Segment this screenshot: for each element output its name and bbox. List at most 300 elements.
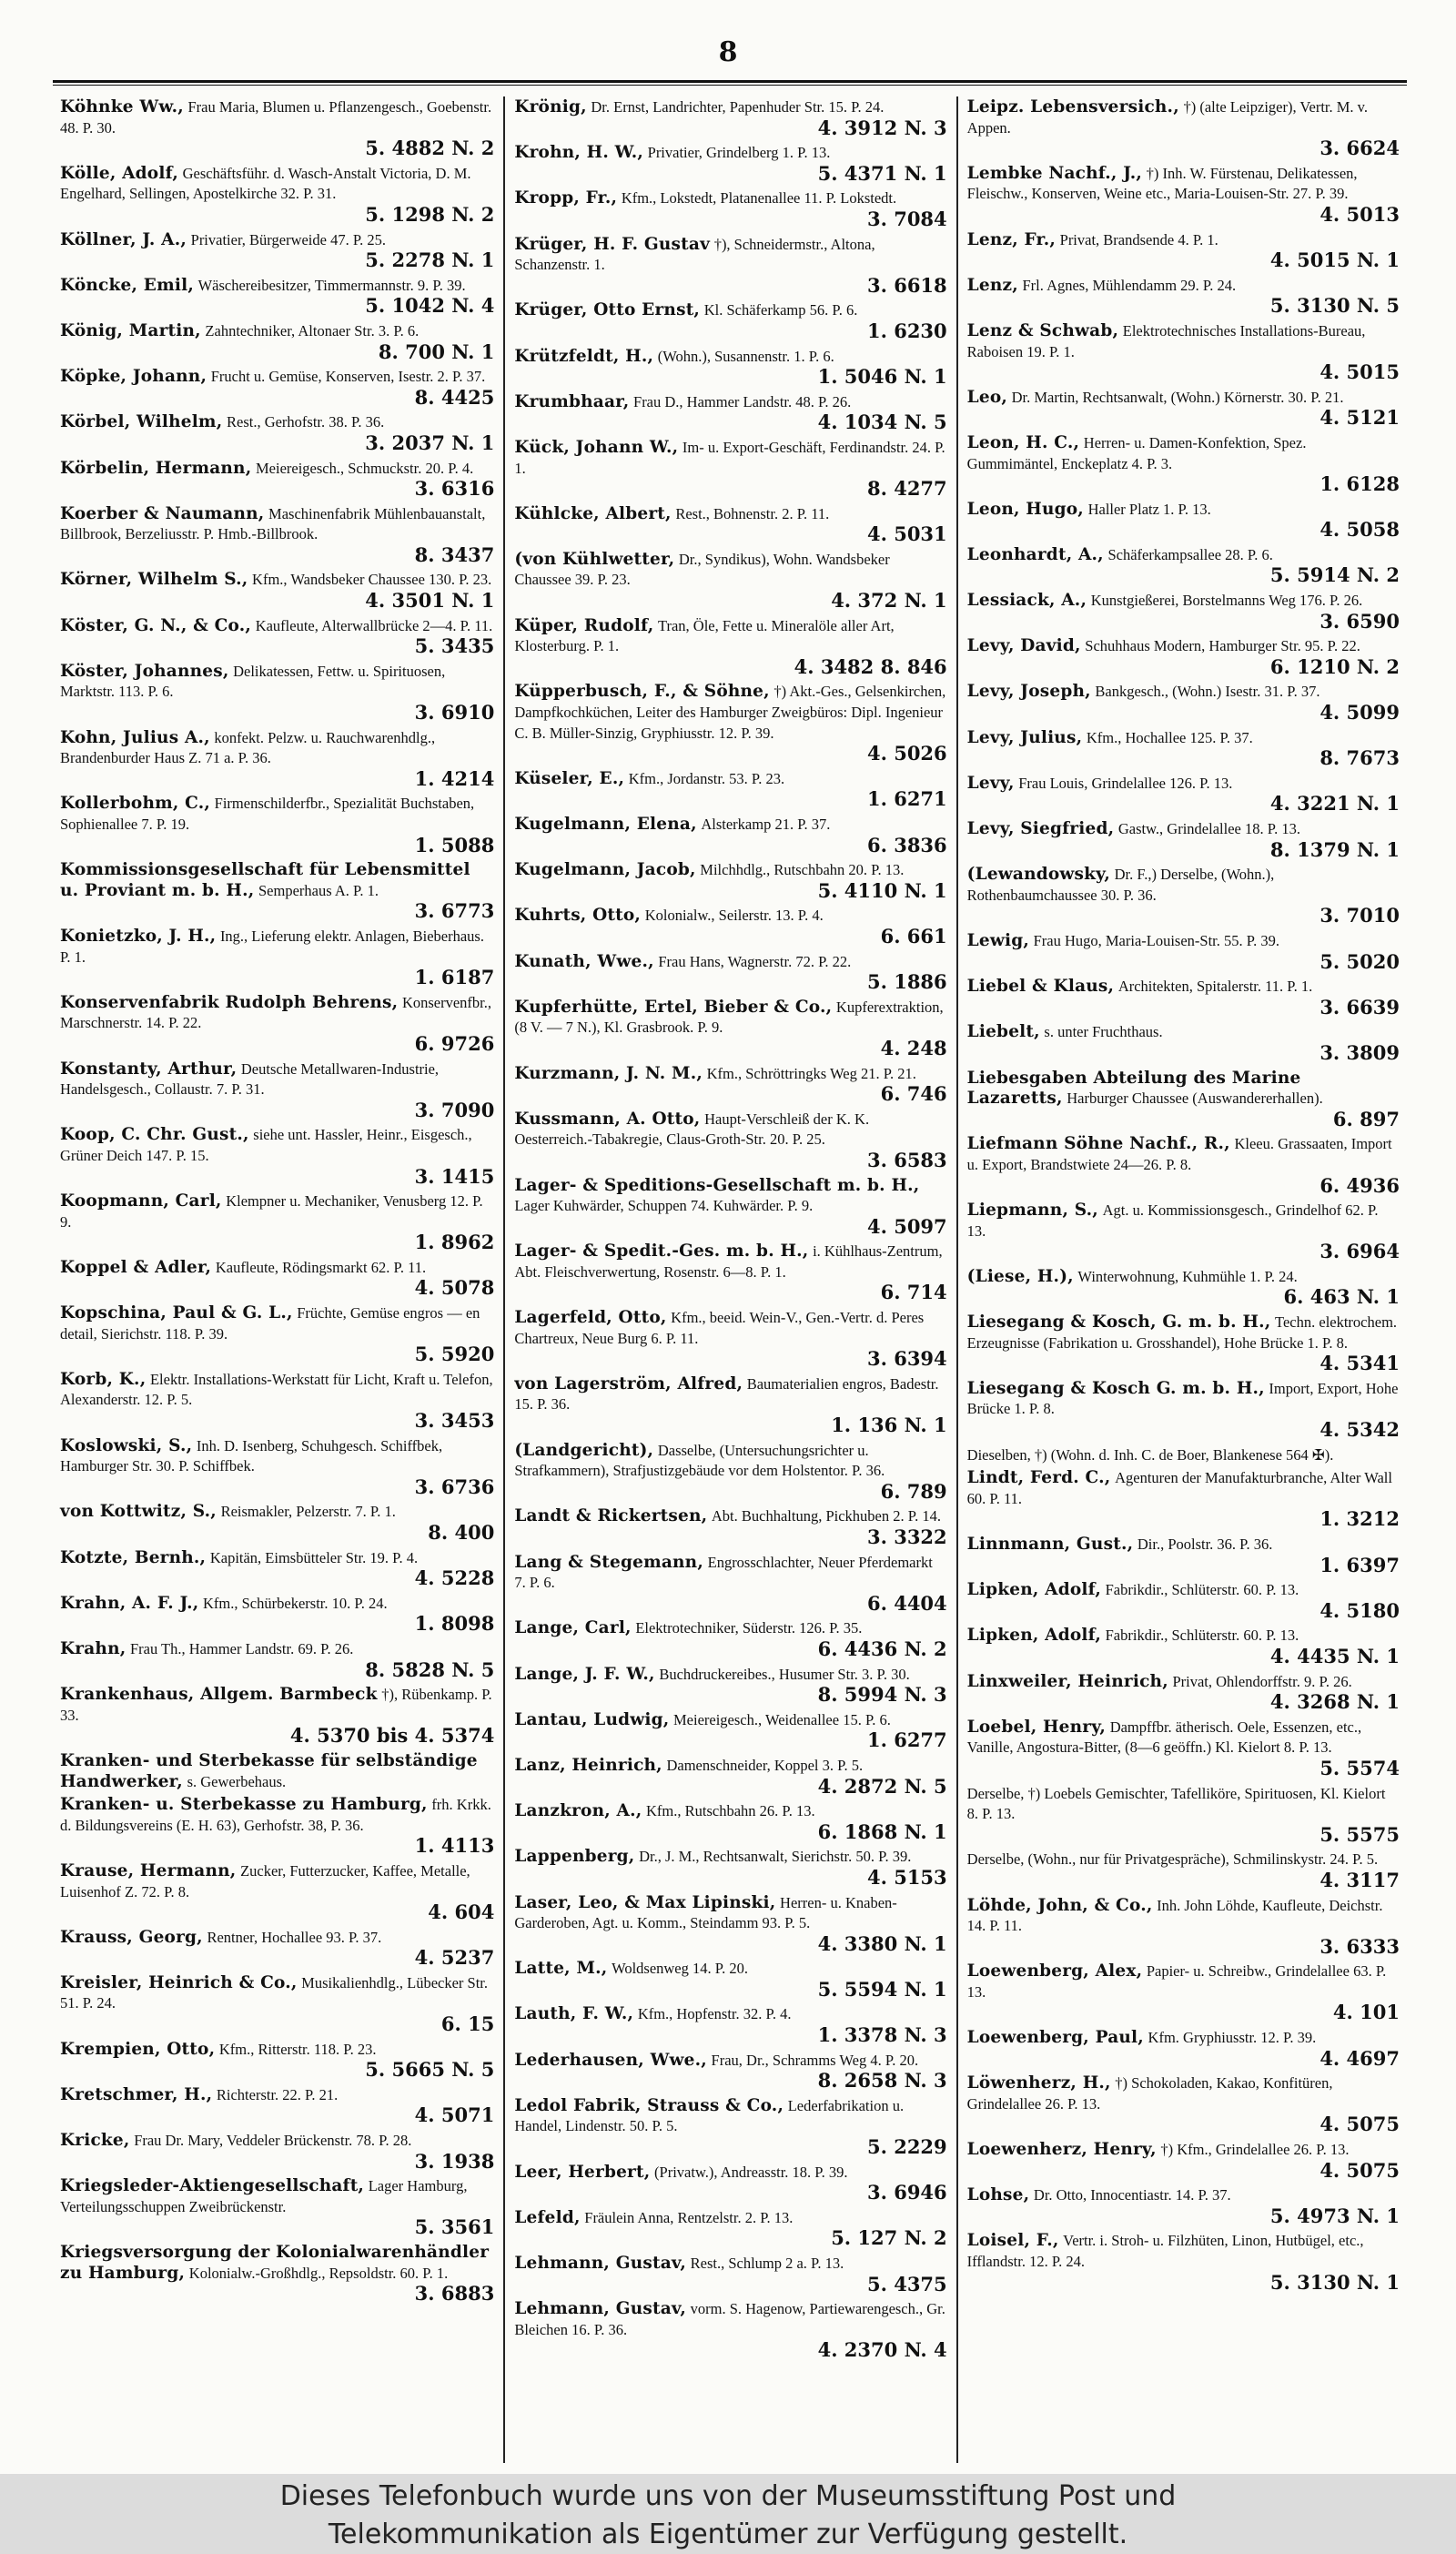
directory-entry xyxy=(60,661,494,727)
entry-phone-number: 6. 1868 N. 1 xyxy=(817,1819,947,1843)
entry-name: (von Kühlwetter, xyxy=(514,549,675,569)
entry-details: Fabrikdir., Schlüterstr. 60. P. 13. xyxy=(1105,1627,1299,1645)
entry-name: Köncke, Emil, xyxy=(60,275,194,295)
directory-entry xyxy=(514,1892,946,1959)
entry-phone-number: 3. 7010 xyxy=(1320,904,1400,927)
entry-phone-number: 4. 5078 xyxy=(414,1276,495,1300)
entry-phone-number: 8. 3437 xyxy=(414,542,495,566)
entry-details: Dr., J. M., Rechtsanwalt, Sierichstr. 50. P. 39. xyxy=(639,1848,912,1866)
entry-name: Köster, Johannes, xyxy=(60,661,229,681)
entry-phone-number: 5. 3130 N. 5 xyxy=(1269,294,1400,318)
entry-phone-number: 3. 6964 xyxy=(1320,1240,1400,1263)
entry-phone-number: 6. 746 xyxy=(880,1082,947,1106)
entry-phone-number: 1. 4214 xyxy=(414,766,495,790)
entry-details: Herren- u. Damen-Konfektion, Spez. Gummimäntel, Enckeplatz 4. P. 3. xyxy=(966,433,1307,472)
directory-entry xyxy=(967,2139,1400,2184)
entry-details: Abt. Buchhaltung, Pickhuben 2. P. 14. xyxy=(711,1507,941,1525)
entry-details: Schäferkampsallee 28. P. 6. xyxy=(1107,545,1273,563)
entry-phone-number: 4. 5015 xyxy=(1320,360,1400,384)
entry-name: von Kottwitz, S., xyxy=(60,1502,217,1522)
entry-name: Koppel & Adler, xyxy=(60,1257,212,1277)
entry-details: Rest., Schlump 2 a. P. 13. xyxy=(690,2255,844,2272)
entry-phone-number: 4. 2872 N. 5 xyxy=(817,1774,947,1798)
entry-details: Dr., Syndikus), Wohn. Wandsbeker Chaussee 39. P. 23. xyxy=(514,550,890,589)
entry-phone-number: 8. 7673 xyxy=(1320,746,1400,770)
column-1 xyxy=(51,96,503,2463)
entry-name: Kranken- und Sterbekasse für selbständige Handwerker, xyxy=(60,1750,478,1791)
directory-entry xyxy=(967,1266,1400,1312)
directory-entry xyxy=(967,320,1400,387)
entry-phone-number: 4. 3482 8. 846 xyxy=(794,654,947,678)
directory-entry xyxy=(60,96,494,163)
directory-entry xyxy=(60,229,494,275)
entry-phone-number: 3. 3809 xyxy=(1320,1040,1400,1064)
directory-entry xyxy=(514,1063,946,1109)
entry-name: Kurzmann, J. N. M., xyxy=(514,1063,703,1083)
directory-entry xyxy=(967,1068,1400,1134)
entry-details: Meiereigesch., Weidenallee 15. P. 6. xyxy=(673,1710,891,1728)
entry-name: Krankenhaus, Allgem. Barmbeck xyxy=(60,1685,378,1705)
entry-details: †), Schneidermstr., Altona, Schanzenstr. 1. xyxy=(514,235,875,274)
directory-entry xyxy=(60,320,494,366)
entry-name: Köpke, Johann, xyxy=(60,367,207,387)
entry-name: Liepmann, S., xyxy=(966,1201,1098,1221)
entry-phone-number: 3. 6910 xyxy=(414,701,495,725)
entry-name: Kohn, Julius A., xyxy=(60,727,210,747)
entry-phone-number: 4. 3501 N. 1 xyxy=(365,589,495,613)
entry-name: Liesegang & Kosch, G. m. b. H., xyxy=(966,1312,1271,1333)
entry-phone-number: 5. 5575 xyxy=(1320,1822,1400,1846)
entry-details: †) Akt.-Ges., Gelsenkirchen, Dampfkochküchen, Leiter des Hamburger Zweigbüros: Dipl. Ingenieur C. B. Müller-Sinzig, Gryphiusstr. 12. P. 39. xyxy=(514,683,946,742)
directory-entry xyxy=(514,1617,946,1663)
entry-phone-number: 6. 9726 xyxy=(414,1031,495,1055)
entry-name: Lenz & Schwab, xyxy=(966,320,1119,340)
entry-phone-number: 4. 5058 xyxy=(1320,518,1400,542)
directory-entry xyxy=(60,1059,494,1125)
directory-entry xyxy=(967,864,1400,930)
entry-details: Privatier, Bürgerweide 47. P. 25. xyxy=(190,230,387,248)
entry-name: Leon, Hugo, xyxy=(966,499,1084,519)
entry-phone-number: 4. 5097 xyxy=(866,1214,947,1238)
directory-entry xyxy=(60,1369,494,1435)
entry-name: Lindt, Ferd. C., xyxy=(966,1468,1111,1488)
entry-phone-number: 5. 2229 xyxy=(866,2135,947,2159)
entry-name: Landt & Rickertsen, xyxy=(514,1506,708,1526)
entry-details: Richterstr. 22. P. 21. xyxy=(216,2085,339,2103)
entry-details: Kaufleute, Alterwallbrücke 2—4. P. 11. xyxy=(255,616,493,634)
directory-entry xyxy=(60,1593,494,1638)
directory-entry xyxy=(60,1638,494,1684)
entry-details: Privatier, Grindelberg 1. P. 13. xyxy=(647,144,831,162)
entry-phone-number: 4. 3912 N. 3 xyxy=(817,116,947,139)
entry-details: Elektr. Installations-Werkstatt für Licht, Kraft u. Telefon, Alexanderstr. 12. P. 5. xyxy=(60,1370,493,1409)
directory-entry xyxy=(967,818,1400,864)
directory-entry xyxy=(60,1972,494,2039)
directory-entry xyxy=(60,1860,494,1927)
entry-details: Frau Hugo, Maria-Louisen-Str. 55. P. 39. xyxy=(1033,931,1279,949)
entry-phone-number: 3. 6624 xyxy=(1320,137,1400,160)
entry-details: Kfm., Ritterstr. 118. P. 23. xyxy=(218,2040,377,2058)
entry-name: Krohn, H. W., xyxy=(514,143,644,163)
directory-entry xyxy=(60,275,494,320)
entry-name: Leo, xyxy=(966,387,1008,407)
entry-phone-number: 5. 5594 N. 1 xyxy=(817,1977,947,2001)
entry-name: Lenz, xyxy=(966,275,1018,295)
entry-details: Frau Th., Hammer Landstr. 69. P. 26. xyxy=(129,1639,354,1657)
entry-name: Koerber & Naumann, xyxy=(60,503,265,523)
entry-details: Engrosschlachter, Neuer Pferdemarkt 7. P. 6. xyxy=(514,1553,933,1592)
entry-details: Meiereigesch., Schmuckstr. 20. P. 4. xyxy=(255,459,474,477)
entry-name: Kück, Johann W., xyxy=(514,437,679,457)
directory-entry xyxy=(967,2184,1400,2230)
entry-phone-number: 1. 5046 N. 1 xyxy=(817,365,947,389)
entry-details: Herren- u. Knaben-Garderoben, Agt. u. Komm., Steindamm 93. P. 5. xyxy=(514,1893,897,1932)
entry-details: Lager Hamburg, Verteilungsschuppen Zweibrückenstr. xyxy=(60,2177,468,2215)
entry-details: Dr. F.,) Derselbe, (Wohn.), Rothenbaumchaussee 30. P. 36. xyxy=(966,866,1275,904)
entry-details: Frau, Dr., Schramms Weg 4. P. 20. xyxy=(711,2051,919,2069)
entry-name: Loebel, Henry, xyxy=(966,1717,1107,1737)
directory-columns xyxy=(51,96,1409,2463)
entry-phone-number: 3. 7090 xyxy=(414,1098,495,1121)
directory-entry xyxy=(60,859,494,926)
directory-entry xyxy=(967,229,1400,275)
directory-entry xyxy=(967,2073,1400,2139)
entry-details: Dasselbe, (Untersuchungsrichter u. Strafkammern), Strafjustizgebäude vor dem Holstentor. P. 36. xyxy=(514,1441,885,1480)
page-number: 8 xyxy=(718,36,738,68)
directory-entry xyxy=(514,1241,946,1307)
entry-details: konfekt. Pelzw. u. Rauchwarenhdlg., Brandenburder Haus Z. 71 a. P. 36. xyxy=(60,728,436,767)
directory-entry xyxy=(60,2175,494,2242)
entry-name: Krönig, xyxy=(514,97,587,117)
entry-phone-number: 3. 6583 xyxy=(866,1148,947,1171)
directory-entry xyxy=(967,499,1400,544)
entry-name: Lang & Stegemann, xyxy=(514,1552,703,1572)
entry-details: s. Gewerbehaus. xyxy=(187,1772,287,1790)
entry-name: Kölle, Adolf, xyxy=(60,163,178,183)
directory-entry xyxy=(60,1547,494,1593)
entry-phone-number: 4. 604 xyxy=(428,1900,495,1924)
entry-phone-number: 1. 4113 xyxy=(414,1834,495,1858)
entry-name: Kollerbohm, C., xyxy=(60,794,211,814)
entry-phone-number: 4. 5370 bis 4. 5374 xyxy=(289,1724,495,1748)
entry-name: Krempien, Otto, xyxy=(60,2039,216,2059)
directory-entry xyxy=(514,142,946,187)
entry-phone-number: 3. 1415 xyxy=(414,1164,495,1188)
entry-details: Kunstgießerei, Borstelmanns Weg 176. P. 26. xyxy=(1090,592,1363,610)
directory-entry xyxy=(514,2162,946,2207)
directory-entry xyxy=(514,1307,946,1373)
entry-details: Elektrotechniker, Süderstr. 126. P. 35. xyxy=(635,1619,863,1637)
entry-details: Harburger Chaussee (Auswandererhallen). xyxy=(1067,1090,1323,1108)
entry-details: Geschäftsführ. d. Wasch-Anstalt Victoria, D. M. Engelhard, Sellingen, Apostelkirche 32. P. 31. xyxy=(60,164,471,203)
entry-name: Kugelmann, Jacob, xyxy=(514,860,696,880)
directory-entry xyxy=(967,1200,1400,1266)
entry-phone-number: 5. 127 N. 2 xyxy=(831,2226,947,2250)
entry-details: Kfm., Lokstedt, Platanenallee 11. P. Lokstedt. xyxy=(621,189,897,208)
entry-name: Lanzkron, A., xyxy=(514,1801,642,1821)
entry-details: Wäschereibesitzer, Timmermannstr. 9. P. 39. xyxy=(197,276,466,294)
directory-entry xyxy=(60,926,494,992)
entry-details: Kfm., Schürbekerstr. 10. P. 24. xyxy=(203,1594,388,1612)
directory-entry xyxy=(967,544,1400,590)
directory-entry xyxy=(60,2242,494,2308)
entry-details: Firmenschilderfbr., Spezialität Buchstaben, Sophienallee 7. P. 19. xyxy=(60,795,475,833)
entry-name: Löhde, John, & Co., xyxy=(966,1895,1153,1915)
entry-name: Kriegsversorgung der Kolonialwarenhändler zu Hamburg, xyxy=(60,2243,490,2283)
entry-details: Fräulein Anna, Rentzelstr. 2. P. 13. xyxy=(584,2208,794,2226)
entry-name: Leipz. Lebensversich., xyxy=(966,97,1179,117)
entry-name: Lenz, Fr., xyxy=(966,229,1057,249)
directory-entry xyxy=(514,2207,946,2253)
entry-details: Kaufleute, Rödingsmarkt 62. P. 11. xyxy=(215,1258,427,1276)
entry-phone-number: 5. 4110 N. 1 xyxy=(817,878,947,902)
entry-phone-number: 3. 6639 xyxy=(1320,995,1400,1019)
entry-name: Lager- & Speditions-Gesellschaft m. b. H., xyxy=(514,1175,920,1195)
directory-entry xyxy=(514,1505,946,1551)
entry-phone-number: 4. 5099 xyxy=(1320,701,1400,725)
entry-details: Woldsenweg 14. P. 20. xyxy=(612,1960,748,1978)
directory-entry xyxy=(514,1440,946,1506)
directory-entry xyxy=(967,2230,1400,2296)
entry-name: Kropp, Fr., xyxy=(514,188,618,208)
entry-phone-number: 4. 5121 xyxy=(1320,406,1400,430)
entry-details: Ing., Lieferung elektr. Anlagen, Bieberhaus. P. 1. xyxy=(60,927,484,966)
entry-name: Kotzte, Bernh., xyxy=(60,1547,207,1567)
entry-name: Kriegsleder-Aktiengesellschaft, xyxy=(60,2176,365,2196)
directory-entry xyxy=(514,1846,946,1891)
entry-phone-number: 1. 6277 xyxy=(866,1728,947,1752)
entry-phone-number: 1. 6397 xyxy=(1320,1553,1400,1576)
entry-details: Dir., Poolstr. 36. P. 36. xyxy=(1137,1535,1273,1553)
entry-details: Rest., Gerhofstr. 38. P. 36. xyxy=(226,413,385,431)
directory-entry xyxy=(967,1444,1400,1468)
directory-entry xyxy=(60,1927,494,1972)
entry-phone-number: 5. 1042 N. 4 xyxy=(365,294,495,318)
directory-entry xyxy=(514,768,946,814)
entry-name: (Landgericht), xyxy=(514,1440,654,1460)
entry-phone-number: 1. 3212 xyxy=(1320,1507,1400,1531)
entry-name: Liebelt, xyxy=(966,1022,1040,1042)
entry-name: Kreisler, Heinrich & Co., xyxy=(60,1972,298,1992)
entry-name: König, Martin, xyxy=(60,320,201,340)
entry-phone-number: 5. 2278 N. 1 xyxy=(365,248,495,272)
directory-entry xyxy=(967,432,1400,499)
entry-phone-number: 4. 5013 xyxy=(1320,202,1400,226)
entry-details: Inh. D. Isenberg, Schuhgesch. Schiffbek, Hamburger Str. 30. P. Schiffbek. xyxy=(60,1436,443,1475)
entry-phone-number: 1. 5088 xyxy=(414,833,495,856)
directory-entry xyxy=(514,1958,946,2003)
entry-name: Lembke Nachf., J., xyxy=(966,163,1143,183)
entry-phone-number: 8. 5994 N. 3 xyxy=(817,1683,947,1707)
entry-name: Kühlcke, Albert, xyxy=(514,503,672,523)
directory-entry xyxy=(60,1302,494,1369)
directory-entry xyxy=(60,503,494,570)
entry-details: Derselbe, (Wohn., nur für Privatgespräche), Schmilinskystr. 24. P. 5. xyxy=(966,1850,1379,1869)
entry-details: Kfm., Hopfenstr. 32. P. 4. xyxy=(637,2005,792,2023)
entry-phone-number: 5. 1886 xyxy=(866,970,947,994)
directory-entry xyxy=(60,458,494,503)
entry-name: Körner, Wilhelm S., xyxy=(60,570,248,590)
directory-entry xyxy=(967,387,1400,432)
directory-entry xyxy=(514,905,946,950)
entry-details: Techn. elektrochem. Erzeugnisse (Fabrikation u. Grosshandel), Hohe Brücke 1. P. 8. xyxy=(966,1313,1398,1352)
entry-details: Haupt-Verschleiß der K. K. Oesterreich.-Tabakregie, Claus-Groth-Str. 20. P. 25. xyxy=(514,1110,870,1149)
directory-entry xyxy=(60,1257,494,1302)
entry-name: Krüger, Otto Ernst, xyxy=(514,300,701,320)
entry-details: Gastw., Grindelallee 18. P. 13. xyxy=(1117,820,1300,837)
entry-phone-number: 4. 3380 N. 1 xyxy=(817,1931,947,1955)
entry-details: Deutsche Metallwaren-Industrie, Handelsgesch., Collaustr. 7. P. 31. xyxy=(60,1059,440,1099)
entry-details: Dampffbr. ätherisch. Oele, Essenzen, etc., Vanille, Angostura-Bitter, (8—6 geöffn.) Kl. Kielort 8. P. 13. xyxy=(966,1718,1362,1757)
entry-phone-number: 1. 6230 xyxy=(866,319,947,342)
directory-entry xyxy=(514,346,946,391)
entry-phone-number: 6. 4404 xyxy=(866,1591,947,1615)
entry-name: (Lewandowsky, xyxy=(966,865,1111,885)
entry-phone-number: 5. 5020 xyxy=(1320,949,1400,973)
entry-phone-number: 4. 5342 xyxy=(1320,1418,1400,1442)
entry-phone-number: 3. 7084 xyxy=(866,207,947,230)
entry-phone-number: 3. 3453 xyxy=(414,1409,495,1433)
directory-entry xyxy=(60,1435,494,1502)
entry-name: Kuhrts, Otto, xyxy=(514,906,642,926)
entry-phone-number: 5. 3435 xyxy=(414,634,495,658)
directory-entry xyxy=(60,2084,494,2130)
entry-name: Koopmann, Carl, xyxy=(60,1191,222,1211)
entry-details: †) (alte Leipziger), Vertr. M. v. Appen. xyxy=(966,98,1368,137)
directory-entry xyxy=(967,773,1400,818)
entry-details: Frau Louis, Grindelallee 126. P. 13. xyxy=(1018,774,1233,792)
entry-phone-number: 1. 6271 xyxy=(866,787,947,811)
entry-name: Kussmann, A. Otto, xyxy=(514,1109,701,1129)
entry-phone-number: 4. 5228 xyxy=(414,1566,495,1590)
entry-details: Baumaterialien engros, Badestr. 15. P. 36. xyxy=(514,1374,939,1414)
entry-details: Musikalienhdlg., Lübecker Str. 51. P. 24. xyxy=(60,1973,489,2012)
entry-phone-number: 4. 3268 N. 1 xyxy=(1269,1690,1400,1714)
entry-name: Levy, xyxy=(966,773,1015,793)
entry-details: Kfm., Jordanstr. 53. P. 23. xyxy=(628,769,785,787)
entry-phone-number: 4. 5031 xyxy=(866,522,947,546)
entry-details: Kolonialw., Seilerstr. 13. P. 4. xyxy=(644,907,824,925)
entry-details: Dr. Martin, Rechtsanwalt, (Wohn.) Körnerstr. 30. P. 21. xyxy=(1011,388,1344,406)
entry-phone-number: 6. 3836 xyxy=(866,833,947,856)
entry-details: Zahntechniker, Altonaer Str. 3. P. 6. xyxy=(205,321,420,340)
entry-details: †), Rübenkamp. P. 33. xyxy=(60,1686,492,1724)
entry-details: (Privatw.), Andreasstr. 18. P. 39. xyxy=(654,2163,848,2181)
entry-details: i. Kühlhaus-Zentrum, Abt. Fleischverwertung, Rosenstr. 6—8. P. 1. xyxy=(514,1242,943,1281)
header-rule xyxy=(53,80,1407,86)
entry-details: Architekten, Spitalerstr. 11. P. 1. xyxy=(1117,978,1313,996)
directory-entry xyxy=(514,391,946,437)
entry-details: Import, Export, Hohe Brücke 1. P. 8. xyxy=(966,1379,1399,1418)
directory-entry xyxy=(60,366,494,411)
entry-phone-number: 4. 5071 xyxy=(414,2103,495,2127)
donation-notice xyxy=(0,2474,1456,2554)
entry-name: Latte, M., xyxy=(514,1959,608,1979)
entry-phone-number: 3. 6618 xyxy=(866,273,947,297)
entry-details: Im- u. Export-Geschäft, Ferdinandstr. 24. P. 1. xyxy=(514,438,945,477)
entry-phone-number: 8. 400 xyxy=(428,1521,495,1544)
entry-details: Kfm., Schröttringks Weg 21. P. 21. xyxy=(706,1064,916,1082)
entry-name: von Lagerström, Alfred, xyxy=(514,1373,743,1394)
directory-entry xyxy=(514,234,946,300)
entry-details: Haller Platz 1. P. 13. xyxy=(1087,500,1211,518)
entry-name: Lipken, Adolf, xyxy=(966,1580,1101,1600)
directory-entry xyxy=(967,1783,1400,1850)
entry-details: Rest., Bohnenstr. 2. P. 11. xyxy=(675,504,830,522)
directory-entry xyxy=(967,727,1400,773)
entry-details: Schuhhaus Modern, Hamburger Str. 95. P. 22. xyxy=(1085,637,1360,655)
entry-details: Inh. John Löhde, Kaufleute, Deichstr. 14. P. 11. xyxy=(966,1896,1383,1935)
entry-phone-number: 8. 2658 N. 3 xyxy=(817,2069,947,2093)
donation-notice-line-2: Telekommunikation als Eigentümer zur Verfügung gestellt. xyxy=(328,2519,1128,2550)
directory-entry xyxy=(514,2050,946,2095)
directory-entry xyxy=(967,590,1400,635)
entry-name: Lager- & Spedit.-Ges. m. b. H., xyxy=(514,1242,809,1262)
entry-name: Krumbhaar, xyxy=(514,391,630,411)
entry-phone-number: 4. 3221 N. 1 xyxy=(1269,792,1400,816)
entry-details: Frau Dr. Mary, Veddeler Brückenstr. 78. P. 28. xyxy=(134,2132,412,2150)
directory-entry xyxy=(514,549,946,615)
entry-phone-number: 5. 3130 N. 1 xyxy=(1269,2270,1400,2294)
entry-name: Lederhausen, Wwe., xyxy=(514,2050,707,2070)
entry-name: Lehmann, Gustav, xyxy=(514,2299,686,2319)
entry-phone-number: 4. 5075 xyxy=(1320,2158,1400,2182)
entry-phone-number: 8. 1379 N. 1 xyxy=(1269,837,1400,861)
entry-details: Frau Hans, Wagnerstr. 72. P. 22. xyxy=(658,952,852,970)
directory-entry xyxy=(60,727,494,794)
directory-entry xyxy=(60,2130,494,2175)
entry-details: Früchte, Gemüse engros — en detail, Sierichstr. 118. P. 39. xyxy=(60,1304,480,1343)
directory-entry xyxy=(60,992,494,1059)
entry-details: Kfm. Gryphiusstr. 12. P. 39. xyxy=(1148,2029,1317,2047)
entry-phone-number: 4. 5026 xyxy=(866,742,947,765)
entry-details: frh. Krkk. d. Bildungsvereins (E. H. 63), Gerhofstr. 38, P. 36. xyxy=(60,1796,491,1834)
directory-entry xyxy=(967,1717,1400,1783)
entry-phone-number: 3. 1938 xyxy=(414,2149,495,2173)
entry-name: Küper, Rudolf, xyxy=(514,615,654,635)
entry-phone-number: 3. 6394 xyxy=(866,1347,947,1371)
entry-name: Kopschina, Paul & G. L., xyxy=(60,1303,293,1323)
directory-entry xyxy=(967,1961,1400,2027)
entry-name: Konservenfabrik Rudolph Behrens, xyxy=(60,992,399,1012)
entry-name: Körbel, Wilhelm, xyxy=(60,412,223,432)
entry-name: Loewenberg, Alex, xyxy=(966,1961,1143,1981)
entry-phone-number: 6. 714 xyxy=(880,1281,947,1304)
entry-phone-number: 4. 5075 xyxy=(1320,2113,1400,2136)
entry-phone-number: 8. 4425 xyxy=(414,385,495,409)
entry-phone-number: 6. 15 xyxy=(440,2012,495,2036)
entry-details: Klempner u. Mechaniker, Venusberg 12. P. 9. xyxy=(60,1192,483,1231)
entry-phone-number: 3. 6333 xyxy=(1320,1934,1400,1958)
entry-name: Kunath, Wwe., xyxy=(514,951,654,971)
entry-name: Krause, Hermann, xyxy=(60,1860,237,1880)
directory-entry xyxy=(967,1849,1400,1894)
entry-name: Linxweiler, Heinrich, xyxy=(966,1671,1168,1691)
entry-details: Fabrikdir., Schlüterstr. 60. P. 13. xyxy=(1105,1581,1299,1599)
entry-details: Kolonialw.-Großhdlg., Repsoldstr. 60. P. 1. xyxy=(188,2264,449,2282)
column-3 xyxy=(956,96,1409,2463)
entry-name: Loisel, F., xyxy=(966,2231,1059,2251)
entry-details: Dr. Otto, Innocentiastr. 14. P. 37. xyxy=(1033,2186,1231,2204)
directory-entry xyxy=(60,163,494,229)
entry-phone-number: 3. 2037 N. 1 xyxy=(365,431,495,454)
entry-phone-number: 5. 4371 N. 1 xyxy=(817,161,947,185)
entry-details: Privat, Ohlendorffstr. 9. P. 26. xyxy=(1172,1672,1352,1690)
entry-details: Semperhaus A. P. 1. xyxy=(258,881,379,899)
entry-name: Lagerfeld, Otto, xyxy=(514,1308,667,1328)
entry-name: Liesegang & Kosch G. m. b. H., xyxy=(966,1378,1265,1398)
entry-phone-number: 1. 8098 xyxy=(414,1612,495,1636)
